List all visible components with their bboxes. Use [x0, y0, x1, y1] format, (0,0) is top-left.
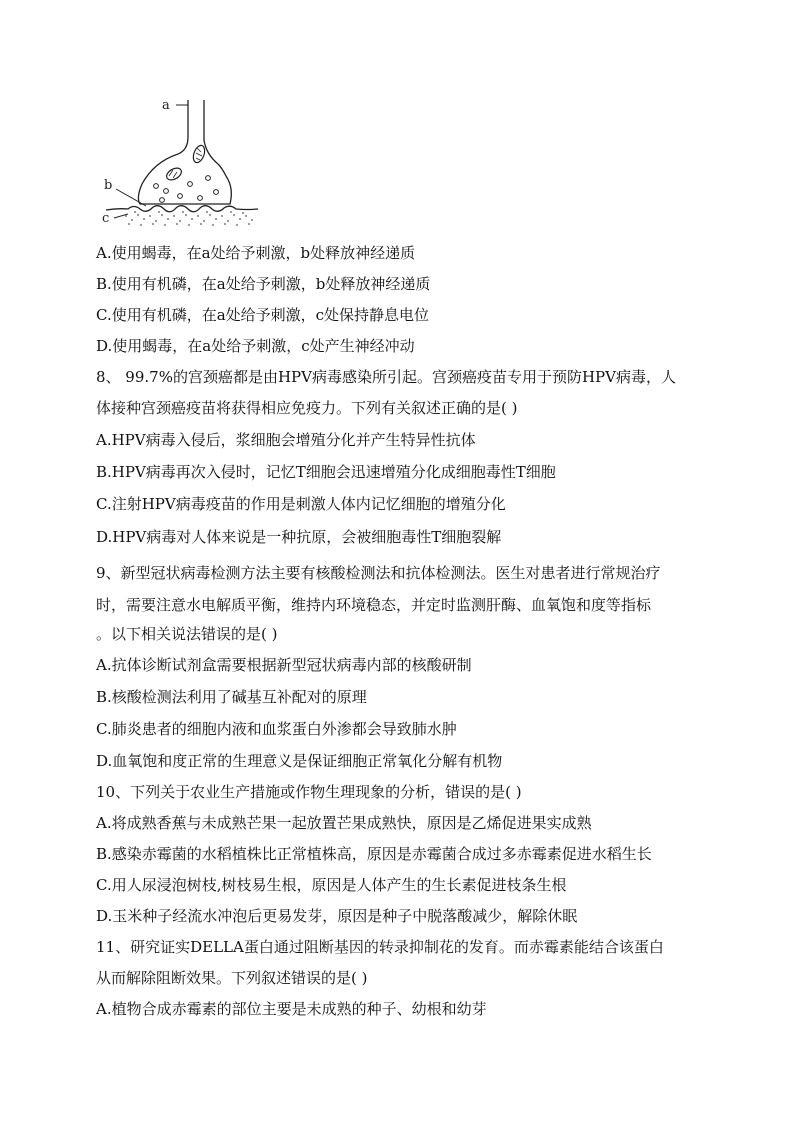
q10-option-b: B.感染赤霉菌的水稻植株比正常植株高，原因是赤霉菌合成过多赤霉素促进水稻生长: [96, 845, 652, 863]
q10-option-d: D.玉米种子经流水冲泡后更易发芽，原因是种子中脱落酸减少，解除休眠: [96, 907, 578, 925]
axon-outline-right: [204, 100, 218, 164]
q11-stem-line2: 从而解除阻断效果。下列叙述错误的是( ): [96, 969, 368, 987]
q7-option-c: C.使用有机磷，在a处给予刺激，c处保持静息电位: [96, 306, 430, 324]
muscle-stipple: [125, 211, 253, 226]
q8-option-c: C.注射HPV病毒疫苗的作用是刺激人体内记忆细胞的增殖分化: [96, 495, 506, 513]
q8-option-a: A.HPV病毒入侵后，浆细胞会增殖分化并产生特异性抗体: [96, 431, 476, 449]
presynaptic-terminal: [138, 154, 231, 204]
label-c: c: [102, 211, 110, 226]
q10-option-c: C.用人尿浸泡树枝,树枝易生根，原因是人体产生的生长素促进枝条生根: [96, 876, 567, 894]
q8-option-b: B.HPV病毒再次入侵时，记忆T细胞会迅速增殖分化成细胞毒性T细胞: [96, 463, 556, 481]
q8-stem-line1: 8、 99.7%的宫颈癌都是由HPV病毒感染所引起。宫颈癌疫苗专用于预防HPV病毒，人: [96, 368, 676, 386]
label-b-leader: [116, 189, 146, 206]
q9-option-d: D.血氧饱和度正常的生理意义是保证细胞正常氧化分解有机物: [96, 752, 503, 770]
q7-option-d: D.使用蝎毒，在a处给予刺激，c处产生神经冲动: [96, 337, 415, 355]
label-a: a: [162, 98, 170, 113]
q9-option-b: B.核酸检测法利用了碱基互补配对的原理: [96, 688, 367, 706]
q9-option-c: C.肺炎患者的细胞内液和血浆蛋白外渗都会导致肺水肿: [96, 720, 457, 738]
synaptic-vesicles: [154, 176, 219, 203]
synapse-figure: [96, 92, 266, 237]
q7-option-a: A.使用蝎毒，在a处给予刺激，b处释放神经递质: [96, 244, 416, 262]
q9-stem-line1: 9、新型冠状病毒检测方法主要有核酸检测法和抗体检测法。医生对患者进行常规治疗: [96, 564, 661, 582]
axon-outline-left: [178, 100, 188, 154]
mitochondrion-upper-crista: [196, 148, 202, 160]
q10-stem: 10、下列关于农业生产措施或作物生理现象的分析，错误的是( ): [96, 783, 522, 801]
postsynaptic-membrane: [106, 206, 258, 212]
q9-stem-line2: 时，需要注意水电解质平衡，维持内环境稳态，并定时监测肝酶、血氧饱和度等指标: [96, 596, 652, 614]
q8-stem-line2: 体接种宫颈癌疫苗将获得相应免疫力。下列有关叙述正确的是( ): [96, 399, 518, 417]
q9-option-a: A.抗体诊断试剂盒需要根据新型冠状病毒内部的核酸研制: [96, 656, 472, 674]
q11-stem-line1: 11、研究证实DELLA蛋白通过阻断基因的转录抑制花的发育。而赤霉素能结合该蛋白: [96, 938, 664, 956]
q7-option-b: B.使用有机磷，在a处给予刺激，b处释放神经递质: [96, 275, 431, 293]
mitochondrion-middle: [165, 166, 184, 183]
q11-option-a: A.植物合成赤霉素的部位主要是未成熟的种子、幼根和幼芽: [96, 1000, 487, 1018]
q8-option-d: D.HPV病毒对人体来说是一种抗原，会被细胞毒性T细胞裂解: [96, 528, 502, 546]
mitochondrion-upper: [191, 144, 207, 164]
q10-option-a: A.将成熟香蕉与未成熟芒果一起放置芒果成熟快，原因是乙烯促进果实成熟: [96, 814, 592, 832]
label-b: b: [104, 178, 113, 193]
q9-stem-line3: 。以下相关说法错误的是( ): [96, 625, 278, 643]
